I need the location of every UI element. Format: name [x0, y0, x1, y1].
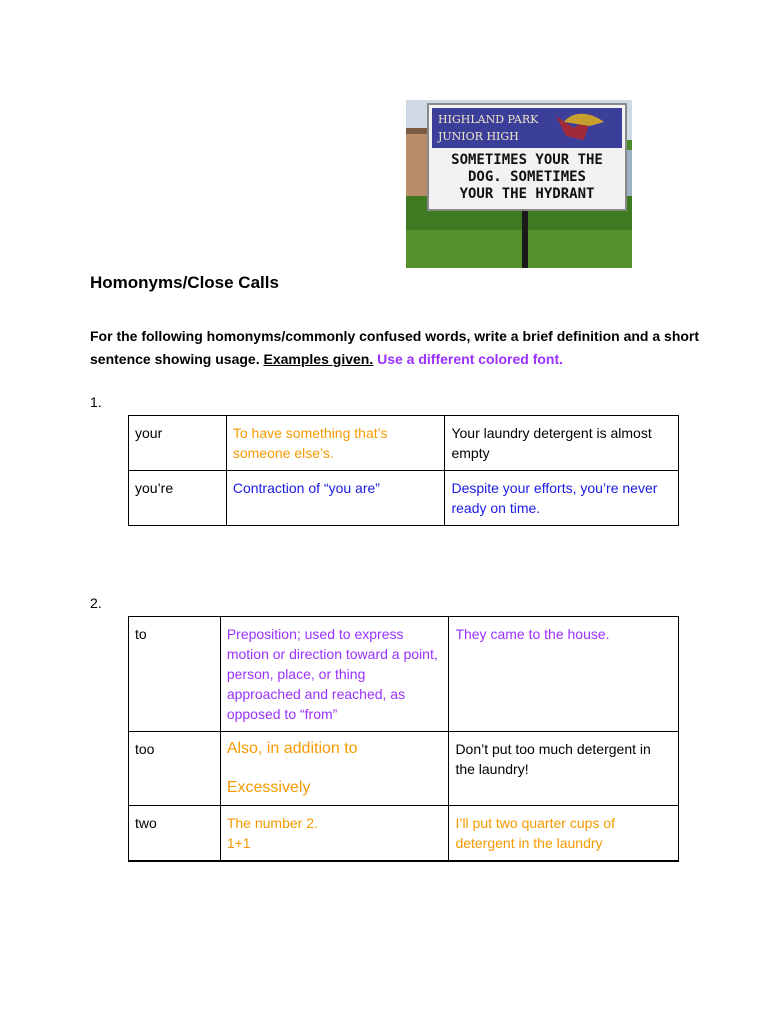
definition-cell: Preposition; used to express motion or direction toward a point, person, place, or thing approached and reached, as opposed to “from”: [220, 617, 449, 732]
sentence-cell: I’ll put two quarter cups of detergent in the laundry: [449, 806, 679, 862]
homonym-table-1: [128, 415, 679, 526]
table-row: [129, 806, 679, 862]
definition-line: Also, in addition to: [226, 740, 358, 757]
table-row: [129, 471, 679, 526]
word-cell: your: [129, 416, 227, 471]
sign-photo-graphic: [406, 100, 632, 268]
definition-cell: [220, 732, 449, 806]
homonym-table-2: [128, 616, 679, 862]
color-instruction: Use a different colored font.: [377, 351, 564, 367]
word-cell: too: [129, 732, 221, 806]
sign-msg-line1: SOMETIMES YOUR THE: [451, 152, 603, 168]
instructions-text: For the following homonyms/commonly confused words, write a brief definition and a short sentence showing usage.: [90, 328, 700, 367]
table-row: [129, 416, 679, 471]
page-title: Homonyms/Close Calls: [90, 273, 279, 292]
definition-line: Excessively: [226, 779, 311, 796]
word-cell: to: [129, 617, 221, 732]
sentence-cell: They came to the house.: [449, 617, 679, 732]
instructions: [90, 325, 710, 371]
table-row: [129, 732, 679, 806]
sign-msg-line3: YOUR THE HYDRANT: [459, 186, 595, 202]
sign-msg-line2: DOG. SOMETIMES: [467, 169, 587, 185]
definition-cell: [220, 806, 449, 862]
definition-line: The number 2.: [226, 815, 318, 831]
sentence-cell: Your laundry detergent is almost empty: [445, 416, 679, 471]
word-cell: two: [129, 806, 221, 862]
sign-school-line1: HIGHLAND PARK: [438, 113, 539, 126]
definition-line: 1+1: [226, 835, 251, 851]
sign-school-line2: JUNIOR HIGH: [438, 130, 519, 143]
definition-cell: To have something that’s someone else’s.: [226, 416, 445, 471]
section-2-number: 2.: [90, 595, 102, 611]
word-cell: you’re: [129, 471, 227, 526]
sentence-cell: Don’t put too much detergent in the laundry!: [449, 732, 679, 806]
definition-cell: Contraction of “you are”: [226, 471, 445, 526]
sentence-cell: Despite your efforts, you’re never ready on time.: [445, 471, 679, 526]
sign-photo: [406, 100, 632, 268]
table-row: [129, 617, 679, 732]
section-1-number: 1.: [90, 394, 102, 410]
examples-given: Examples given.: [263, 351, 374, 367]
